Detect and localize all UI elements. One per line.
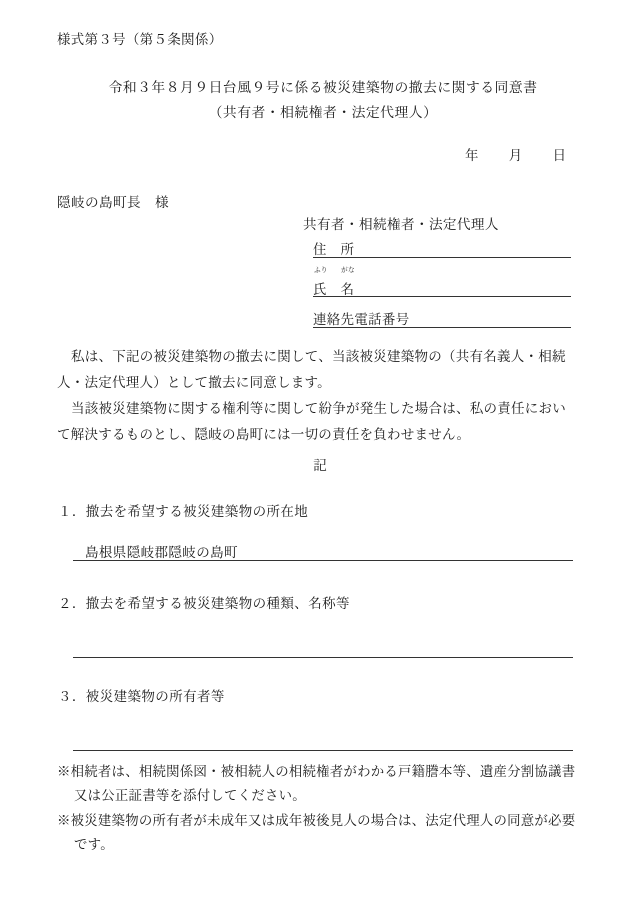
date-year-label: 年 <box>465 148 479 163</box>
name-field-row[interactable] <box>313 269 571 297</box>
document-title-line-1: 令和３年８月９日台風９号に係る被災建築物の撤去に関する同意書 <box>108 80 538 95</box>
ki-marker: 記 <box>313 458 327 473</box>
date-day-label: 日 <box>552 148 567 163</box>
document-title-line-2: （共有者・相続権者・法定代理人） <box>208 105 438 120</box>
address-label: 住 所 <box>313 241 355 257</box>
form-number: 様式第３号（第５条関係） <box>57 32 223 47</box>
body-text <box>57 344 575 448</box>
name-furigana-ruby: ふり がな <box>314 267 355 274</box>
item-3-label: ３．被災建築物の所有者等 <box>58 689 225 704</box>
footnotes <box>57 760 583 858</box>
addressee: 隠岐の島町長 様 <box>57 195 169 210</box>
date-line <box>465 149 566 162</box>
body-paragraph-1: 私は、下記の被災建築物の撤去に関して、当該被災建築物の（共有名義人・相続人・法定代理人）として撤去に同意します。 <box>57 349 566 390</box>
item-1-value: 島根県隠岐郡隠岐の島町 <box>85 544 238 560</box>
phone-field-row[interactable] <box>313 308 571 328</box>
item-3-input-line[interactable] <box>73 730 573 751</box>
item-2-label: ２．撤去を希望する被災建築物の種類、名称等 <box>58 596 350 611</box>
body-paragraph-2: 当該被災建築物に関する権利等に関して紛争が発生した場合は、私の責任において解決するものとし、隠岐の島町には一切の責任を負わせません。 <box>57 401 566 442</box>
name-label: 氏 名 <box>313 281 355 297</box>
date-month-label: 月 <box>508 148 523 163</box>
phone-label: 連絡先電話番号 <box>313 311 410 327</box>
signatory-heading: 共有者・相続権者・法定代理人 <box>303 217 499 232</box>
item-2-input-line[interactable] <box>73 637 573 658</box>
footnote-2: ※被災建築物の所有者が未成年又は成年被後見人の場合は、法定代理人の同意が必要です。 <box>57 813 576 852</box>
item-1-input-line[interactable] <box>73 540 573 561</box>
item-1-label: １．撤去を希望する被災建築物の所在地 <box>58 504 309 519</box>
address-field-row[interactable] <box>313 238 571 258</box>
signature-block <box>313 238 571 339</box>
footnote-1: ※相続者は、相続関係図・被相続人の相続権者がわかる戸籍謄本等、遺産分割協議書又は公正証書等を添付してください。 <box>57 764 576 803</box>
